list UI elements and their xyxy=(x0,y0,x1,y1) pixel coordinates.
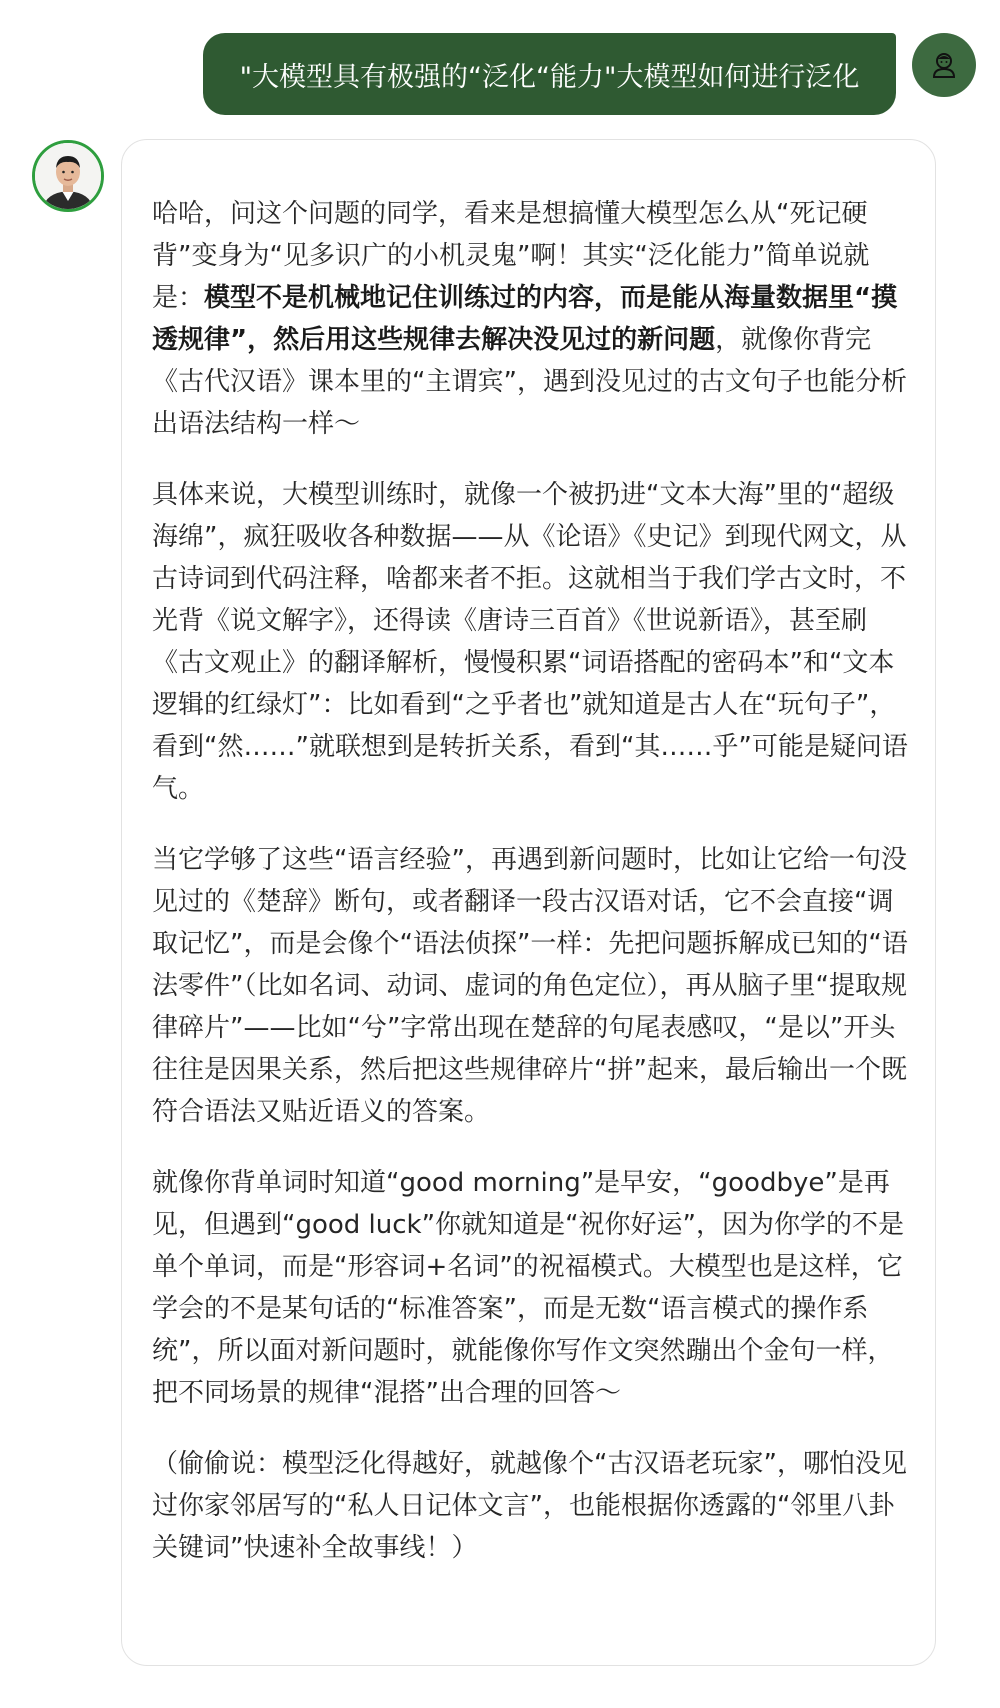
answer-paragraph-1-intro: 哈哈，问这个问题的同学，看来是想搞懂大模型怎么从“死记硬背”变身为“见多识广的小机灵鬼”啊！其实“泛化能力”简单说就是： xyxy=(152,199,870,313)
user-silhouette-icon xyxy=(929,50,959,80)
answer-paragraph-1-rest: ，就像你背完《古代汉语》课本里的“主谓宾”，遇到没见过的古文句子也能分析出语法结构一样～ xyxy=(152,325,907,439)
assistant-avatar[interactable] xyxy=(32,140,104,212)
answer-paragraph-3: 当它学够了这些“语言经验”，再遇到新问题时，比如让它给一句没见过的《楚辞》断句，或者翻译一段古汉语对话，它不会直接“调取记忆”，而是会像个“语法侦探”一样：先把问题拆解成已知的“语法零件”（比如名词、动词、虚词的角色定位），再从脑子里“提取规律碎片”——比如“兮”字常出现在楚辞的句尾表感叹，“是以”开头往往是因果关系，然后把这些规律碎片“拼”起来，最后输出一个既符合语法又贴近语义的答案。 xyxy=(152,845,908,1127)
answer-paragraph-1-emphasis: 模型不是机械地记住训练过的内容，而是能从海量数据里“摸透规律”，然后用这些规律去解决没见过的新问题 xyxy=(152,283,898,355)
answer-paragraph-5: （偷偷说：模型泛化得越好，就越像个“古汉语老玩家”，哪怕没见过你家邻居写的“私人日记体文言”，也能根据你透露的“邻里八卦关键词”快速补全故事线！） xyxy=(152,1449,907,1563)
user-message-row xyxy=(0,33,1000,115)
answer-paragraph-4: 就像你背单词时知道“good morning”是早安，“goodbye”是再见，但遇到“good luck”你就知道是“祝你好运”，因为你学的不是单个单词，而是“形容词+名词”的祝福模式。大模型也是这样，它学会的不是某句话的“标准答案”，而是无数“语言模式的操作系统”，所以面对新问题时，就能像你写作文突然蹦出个金句一样，把不同场景的规律“混搭”出合理的回答～ xyxy=(152,1168,905,1408)
user-message-bubble xyxy=(203,33,896,115)
user-message-text: "大模型具有极强的“泛化“能力"大模型如何进行泛化 xyxy=(239,61,860,93)
answer-paragraph-2: 具体来说，大模型训练时，就像一个被扔进“文本大海”里的“超级海绵”，疯狂吸收各种数据——从《论语》《史记》到现代网文，从古诗词到代码注释，啥都来者不拒。这就相当于我们学古文时，不光背《说文解字》，还得读《唐诗三百首》《世说新语》，甚至刷《古文观止》的翻译解析，慢慢积累“词语搭配的密码本”和“文本逻辑的红绿灯”：比如看到“之乎者也”就知道是古人在“玩句子”，看到“然……”就联想到是转折关系，看到“其……乎”可能是疑问语气。 xyxy=(152,480,908,804)
answer-paragraph-1 xyxy=(152,193,909,445)
user-avatar[interactable] xyxy=(912,33,976,97)
person-portrait-icon xyxy=(35,143,101,209)
assistant-message-bubble xyxy=(121,139,936,1666)
